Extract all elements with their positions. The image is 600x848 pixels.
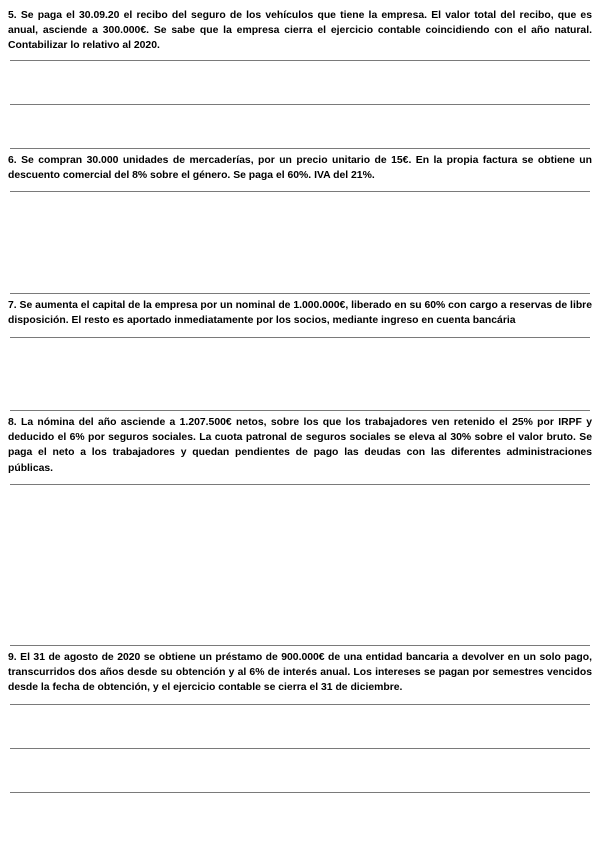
answer-line bbox=[10, 104, 590, 105]
answer-line bbox=[10, 148, 590, 149]
answer-line bbox=[10, 704, 590, 705]
problem-8-statement: 8. La nómina del año asciende a 1.207.500€ netos, sobre los que los trabajadores ven retenido el 25% por IRPF y deducido el 6% por seguros sociales. La cuota patronal de seguros sociales se eleva al 30% sobre el valor bruto. Se paga el neto a los trabajadores y quedan pendientes de pago las deudas con las diferentes administraciones públicas. bbox=[8, 417, 592, 474]
answer-line bbox=[10, 484, 590, 485]
answer-line bbox=[10, 792, 590, 793]
problem-5-statement: 5. Se paga el 30.09.20 el recibo del seguro de los vehículos que tiene la empresa. El valor total del recibo, que es anual, asciende a 300.000€. Se sabe que la empresa cierra el ejercicio contable coincidiendo con el año natural. Contabilizar lo relativo al 2020. bbox=[8, 10, 592, 52]
problem-6-statement: 6. Se compran 30.000 unidades de mercaderías, por un precio unitario de 15€. En la propia factura se obtiene un descuento comercial del 8% sobre el género. Se paga el 60%. IVA del 21%. bbox=[8, 155, 592, 182]
answer-line bbox=[10, 645, 590, 646]
answer-line bbox=[10, 60, 590, 61]
answer-line bbox=[10, 748, 590, 749]
problem-9-statement: 9. El 31 de agosto de 2020 se obtiene un préstamo de 900.000€ de una entidad bancaria a devolver en un solo pago, transcurridos dos años desde su obtención y al 6% de interés anual. Los intereses se pagan por semestres vencidos desde la fecha de obtención, y el ejercicio contable se cierra el 31 de diciembre. bbox=[8, 652, 592, 694]
answer-line bbox=[10, 191, 590, 192]
problem-7-statement: 7. Se aumenta el capital de la empresa por un nominal de 1.000.000€, liberado en su 60% con cargo a reservas de libre disposición. El resto es aportado inmediatamente por los socios, mediante ingreso en cuenta bancária bbox=[8, 300, 592, 327]
answer-line bbox=[10, 293, 590, 294]
answer-line bbox=[10, 410, 590, 411]
answer-line bbox=[10, 337, 590, 338]
